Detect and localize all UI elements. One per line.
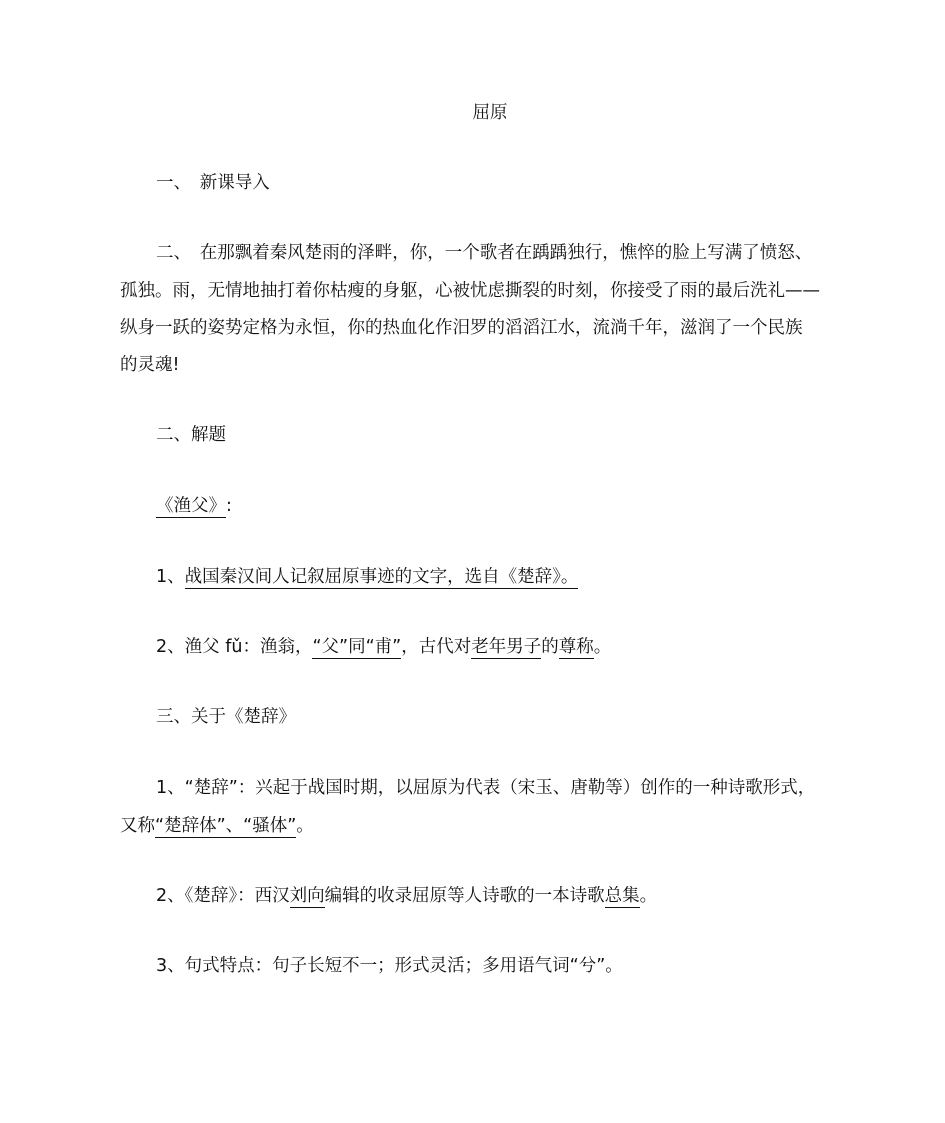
yufu-colon: : — [226, 496, 232, 516]
item-lead: 2、渔父 fǔ：渔翁， — [156, 637, 313, 657]
intro-line-3: 纵身一跃的姿势定格为永恒，你的热血化作汨罗的滔滔江水，流淌千年，滋润了一个民族 — [120, 318, 803, 338]
item-mid: 编辑的收录屈原等人诗歌的一本诗歌 — [324, 886, 605, 906]
item-quote: “父”同“甫” — [312, 637, 402, 657]
intro-line-1: 二、 在那飘着秦风楚雨的泽畔，你，一个歌者在踽踽独行，憔悴的脸上写满了愤怒、 — [156, 243, 813, 263]
yufu-item-2 — [156, 635, 866, 659]
item-names: “楚辞体”、“骚体” — [155, 816, 297, 836]
yufu-item-1 — [156, 565, 866, 589]
item-number: 1、 — [156, 567, 185, 587]
section-heading-explain: 二、解题 — [156, 425, 226, 445]
chuci-item-1-line-1: 1、“楚辞”：兴起于战国时期，以屈原为代表（宋玉、唐勒等）创作的一种诗歌形式， — [156, 778, 816, 798]
intro-line-2: 孤独。雨，无情地抽打着你枯瘦的身躯，心被忧虑撕裂的时刻，你接受了雨的最后洗礼—— — [120, 281, 820, 301]
item-end: 。 — [593, 637, 612, 657]
item-lead: 又称 — [120, 816, 155, 836]
section-heading-new-lesson: 一、 新课导入 — [156, 173, 270, 193]
item-elder: 老年男子 — [471, 637, 542, 657]
item-end: 。 — [296, 816, 314, 836]
chuci-item-1-line-2 — [120, 814, 830, 838]
item-zongji: 总集 — [604, 886, 640, 906]
page-title: 屈原 — [472, 103, 508, 123]
item-lead: 2、《楚辞》：西汉 — [156, 886, 290, 906]
section-heading-chuci: 三、关于《楚辞》 — [156, 707, 296, 727]
item-mid: ，古代对 — [401, 637, 472, 657]
item-de: 的 — [541, 637, 559, 657]
item-end: 。 — [639, 886, 658, 906]
yufu-heading — [156, 494, 866, 518]
chuci-item-3: 3、句式特点：句子长短不一；形式灵活；多用语气词“兮”。 — [156, 956, 623, 976]
item-text: 战国秦汉间人记叙屈原事迹的文字，选自《楚辞》。 — [184, 567, 579, 587]
item-liu: 刘向 — [289, 886, 325, 906]
chuci-item-2 — [156, 884, 866, 908]
intro-line-4: 的灵魂! — [120, 355, 180, 375]
yufu-title: 《渔父》 — [156, 496, 226, 516]
item-respect: 尊称 — [558, 637, 594, 657]
